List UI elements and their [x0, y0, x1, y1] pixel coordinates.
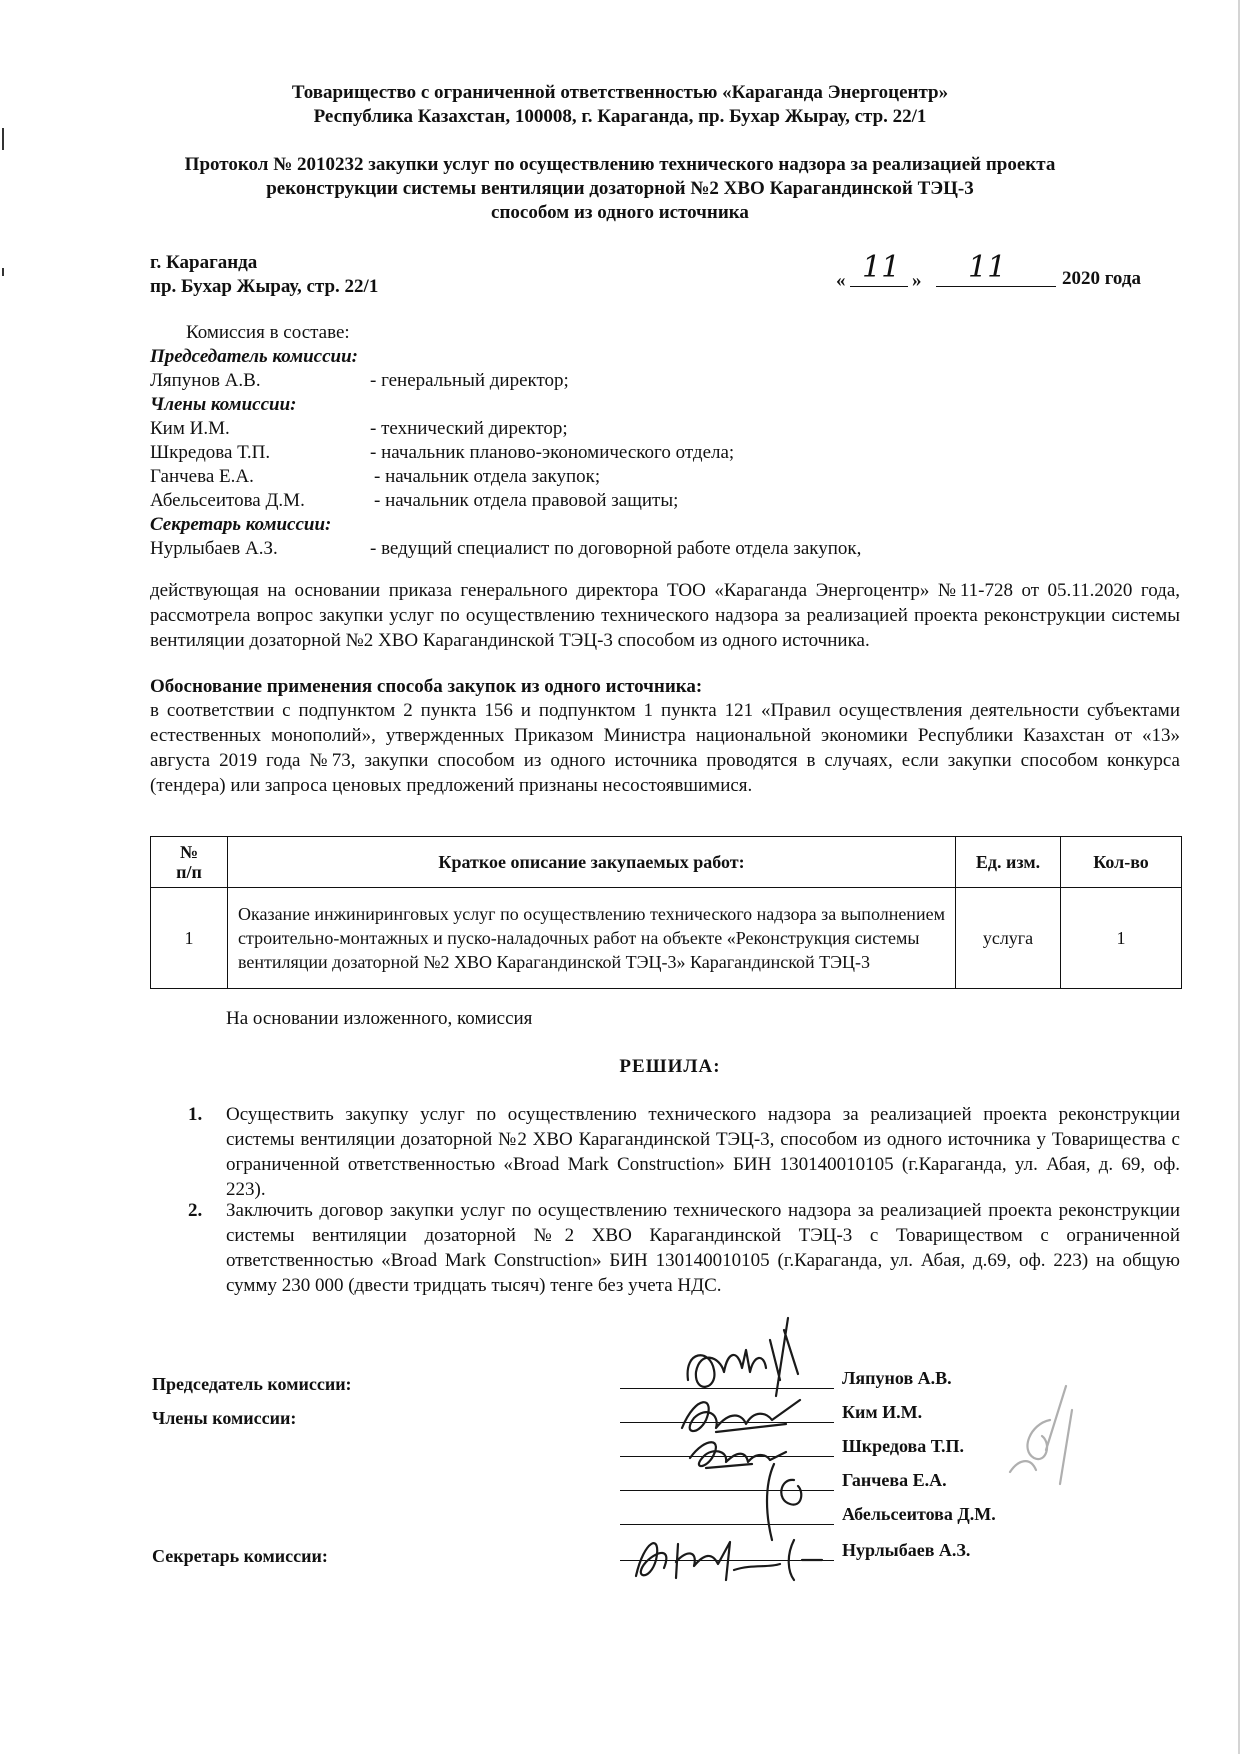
justification-text: в соответствии с подпунктом 2 пункта 156 и подпунктом 1 пункта 121 «Правил осуществления деятельности субъектами естественных монополий», утвержденных Приказом Министра национальной экономики Республики Казахстан от «13» августа 2019 года №73, закупки способом из одного источника проводятся в случаях, если закупки способом конкурса (тендера) или запроса ценовых предложений признаны несостоявшимися. [150, 700, 1180, 796]
scan-edge-mark-left-1 [2, 128, 4, 150]
signature-label-chair: Председатель комиссии: [152, 1374, 352, 1394]
member-role: - начальник отдела правовой защиты; [374, 490, 679, 511]
table-row [151, 888, 1182, 989]
protocol-title-line-2: реконструкции системы вентиляции дозаторной №2 ХВО Карагандинской ТЭЦ-3 [266, 178, 974, 199]
row-quantity: 1 [1061, 888, 1182, 989]
decision-number-1: 1. [188, 1104, 203, 1125]
table-header-row [151, 837, 1182, 888]
row-unit: услуга [956, 888, 1061, 989]
decision-heading: РЕШИЛА: [619, 1056, 721, 1077]
date-open-quote: « [836, 270, 846, 291]
protocol-date [836, 250, 1156, 292]
commission-intro: Комиссия в составе: [186, 322, 350, 343]
date-close-quote: » [912, 270, 922, 291]
col-header-number [151, 837, 228, 888]
signature-label-members: Члены комиссии: [152, 1408, 297, 1428]
chair-name: Ляпунов А.В. [150, 370, 261, 391]
secretary-role: - ведущий специалист по договорной работе отдела закупок, [370, 538, 862, 559]
chair-heading: Председатель комиссии: [150, 346, 358, 367]
secretary-name: Нурлыбаев А.З. [150, 538, 278, 559]
signer-name-member: Шкредова Т.П. [842, 1436, 964, 1456]
row-description: Оказание инжиниринговых услуг по осуществлению технического надзора за выполнением строительно-монтажных и пуско-наладочных работ на объекте «Реконструкция системы вентиляции дозаторной №2 ХВО Карагандинской ТЭЦ-3» Карагандинской ТЭЦ-3 [228, 888, 956, 989]
justification-heading: Обоснование применения способа закупок из одного источника: [150, 676, 703, 697]
signature-faint-mark [990, 1380, 1080, 1490]
organization-name: Товарищество с ограниченной ответственностью «Караганда Энергоцентр» [291, 82, 949, 103]
procurement-items-table [150, 836, 1182, 989]
organization-address: Республика Казахстан, 100008, г. Караганда, пр. Бухар Жырау, стр. 22/1 [313, 106, 927, 127]
col-header-unit: Ед. изм. [956, 837, 1061, 888]
member-role: - начальник планово-экономического отдела; [370, 442, 735, 463]
signer-name-member: Ким И.М. [842, 1402, 923, 1422]
member-name: Шкредова Т.П. [150, 442, 271, 463]
member-role: - начальник отдела закупок; [374, 466, 601, 487]
members-heading: Члены комиссии: [150, 394, 297, 415]
signer-name-chair: Ляпунов А.В. [842, 1368, 952, 1388]
signer-name-member: Абельсеитова Д.М. [842, 1504, 996, 1524]
col-header-number-line-2: п/п [176, 862, 202, 882]
conclusion-intro: На основании изложенного, комиссия [226, 1008, 533, 1029]
signature-label-secretary: Секретарь комиссии: [152, 1546, 328, 1566]
decision-text-2: Заключить договор закупки услуг по осуществлению технического надзора за реализацией проекта реконструкции системы вентиляции дозаторной №2 ХВО Карагандинской ТЭЦ-3 с Товариществом с ограниченной ответственностью «Broad Mark Construction» БИН 130140010105 (г.Караганда, ул. Абая, д.69, оф. 223) на общую сумму 230 000 (двести тридцать тысяч) тенге без учета НДС. [226, 1200, 1180, 1296]
basis-paragraph: действующая на основании приказа генерального директора ТОО «Караганда Энергоцентр» №11-728 от 05.11.2020 года, рассмотрела вопрос закупки услуг по осуществлению технического надзора за реализацией проекта реконструкции системы вентиляции дозаторной №2 ХВО Карагандинской ТЭЦ-3 способом из одного источника. [150, 580, 1180, 651]
scan-edge-mark-left-2 [2, 268, 4, 276]
row-number: 1 [151, 888, 228, 989]
date-day: 11 [862, 250, 901, 285]
chair-role: - генеральный директор; [370, 370, 569, 391]
place-street: пр. Бухар Жырау, стр. 22/1 [150, 276, 379, 297]
col-header-number-line-1: № [179, 842, 199, 862]
member-role: - технический директор; [370, 418, 568, 439]
protocol-title-line-3: способом из одного источника [491, 202, 749, 223]
signer-name-secretary: Нурлыбаев А.З. [842, 1540, 971, 1560]
date-month: 11 [968, 250, 1007, 285]
col-header-description: Краткое описание закупаемых работ: [228, 837, 956, 888]
signature-secretary-handwriting [622, 1520, 832, 1590]
protocol-title-line-1: Протокол № 2010232 закупки услуг по осуществлению технического надзора за реализацией проекта [184, 154, 1056, 175]
col-header-quantity: Кол-во [1061, 837, 1182, 888]
secretary-heading: Секретарь комиссии: [150, 514, 332, 535]
date-year: 2020 года [1062, 268, 1141, 289]
place-city: г. Караганда [150, 252, 258, 273]
signer-name-member: Ганчева Е.А. [842, 1470, 947, 1490]
decision-text-1: Осуществить закупку услуг по осуществлению технического надзора за реализацией проекта реконструкции системы вентиляции дозаторной №2 ХВО Карагандинской ТЭЦ-3, способом из одного источника у Товарищества с ограниченной ответственностью «Broad Mark Construction» БИН 130140010105 (г.Караганда, ул. Абая, д. 69, оф. 223). [226, 1104, 1180, 1200]
member-name: Ким И.М. [150, 418, 230, 439]
decision-number-2: 2. [188, 1200, 203, 1221]
member-name: Ганчева Е.А. [150, 466, 254, 487]
member-name: Абельсеитова Д.М. [150, 490, 305, 511]
